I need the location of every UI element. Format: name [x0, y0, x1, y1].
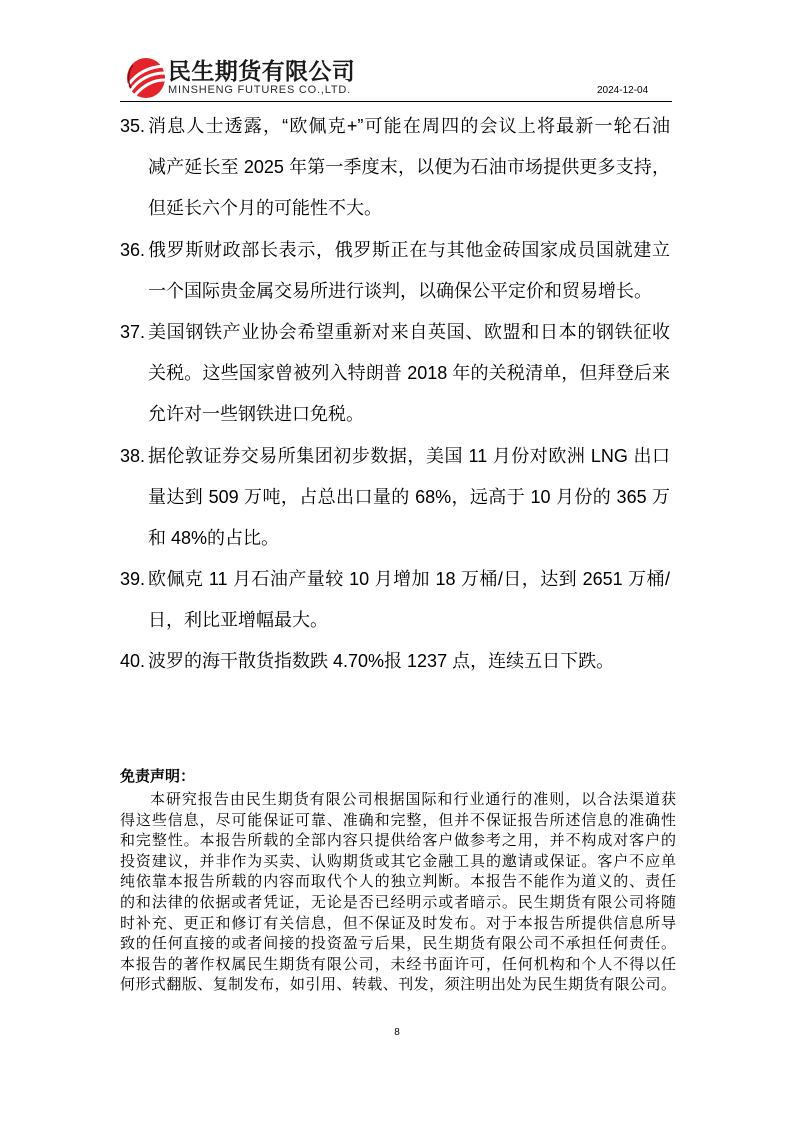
item-line	[0, 641, 794, 682]
item-text: 减产延长至 2025 年第一季度末，以便为石油市场提供更多支持，	[148, 157, 670, 178]
item-text: 允许对一些钢铁进口免税。	[148, 404, 364, 425]
item-text: 美国钢铁产业协会希望重新对来自英国、欧盟和日本的钢铁征收	[148, 321, 670, 342]
item-text: 但延长六个月的可能性不大。	[148, 198, 382, 219]
company-logo-icon	[126, 57, 166, 99]
item-line	[0, 147, 794, 188]
disclaimer-line: 时补充、更正和修订有关信息，但不保证及时发布。对于本报告所提供信息所导	[120, 915, 676, 932]
item-number: 39.	[120, 569, 146, 590]
news-item	[0, 230, 794, 312]
disclaimer-line: 致的任何直接的或者间接的投资盈亏后果，民生期货有限公司不承担任何责任。	[120, 936, 676, 953]
item-text: 一个国际贵金属交易所进行谈判，以确保公平定价和贸易增长。	[148, 280, 652, 301]
item-text: 消息人士透露，“欧佩克+”可能在周四的会议上将最新一轮石油	[148, 116, 670, 136]
item-text: 关税。这些国家曾被列入特朗普 2018 年的关税清单，但拜登后来	[148, 363, 670, 384]
item-line	[0, 353, 794, 394]
item-line	[0, 436, 794, 477]
report-date: 2024-12-04	[597, 85, 649, 96]
news-item	[0, 106, 794, 230]
news-item	[0, 641, 794, 682]
item-text: 日，利比亚增幅最大。	[148, 610, 328, 631]
item-line	[0, 271, 794, 312]
disclaimer-line: 投资建议，并非作为买卖、认购期货或其它金融工具的邀请或保证。客户不应单	[120, 853, 676, 870]
disclaimer-line: 得这些信息，尽可能保证可靠、准确和完整，但并不保证报告所述信息的准确性	[120, 812, 676, 829]
item-line	[0, 312, 794, 353]
item-line	[0, 477, 794, 518]
item-text: 俄罗斯财政部长表示，俄罗斯正在与其他金砖国家成员国就建立	[148, 239, 670, 260]
item-text: 波罗的海干散货指数跌 4.70%报 1237 点，连续五日下跌。	[148, 651, 615, 672]
company-name-en: MINSHENG FUTURES CO.,LTD.	[168, 84, 351, 96]
item-line	[0, 559, 794, 600]
item-text: 量达到 509 万吨，占总出口量的 68%，远高于 10 月份的 365 万	[148, 486, 670, 507]
news-item	[0, 312, 794, 436]
item-number: 38.	[120, 445, 146, 466]
item-text: 和 48%的占比。	[148, 527, 280, 548]
item-line	[0, 106, 794, 147]
header-divider	[120, 101, 672, 102]
item-number: 37.	[120, 321, 146, 342]
item-line	[0, 230, 794, 271]
disclaimer-line: 和完整性。本报告所载的全部内容只提供给客户做参考之用，并不构成对客户的	[120, 833, 676, 850]
item-number: 40.	[120, 651, 146, 672]
item-text: 欧佩克 11 月石油产量较 10 月增加 18 万桶/日，达到 2651 万桶/	[148, 569, 670, 590]
disclaimer-line: 何形式翻版、复制发布，如引用、转载、刊发，须注明出处为民生期货有限公司。	[120, 977, 676, 994]
item-line	[0, 188, 794, 229]
item-number: 36.	[120, 239, 146, 260]
disclaimer-line: 的和法律的依据或者凭证，无论是否已经明示或者暗示。民生期货有限公司将随	[120, 894, 676, 911]
item-line	[0, 394, 794, 435]
news-list	[0, 106, 794, 683]
item-number: 35.	[120, 116, 146, 136]
news-item	[0, 559, 794, 641]
disclaimer-body	[120, 790, 676, 996]
page-number: 8	[394, 1027, 400, 1038]
disclaimer-line: 本报告的著作权属民生期货有限公司，未经书面许可，任何机构和个人不得以任	[120, 956, 676, 973]
item-line	[0, 518, 794, 559]
news-item	[0, 436, 794, 560]
company-name-cn: 民生期货有限公司	[168, 58, 356, 84]
disclaimer-line: 纯依靠本报告所载的内容而取代个人的独立判断。本报告不能作为道义的、责任	[120, 874, 676, 891]
disclaimer-title: 免责声明：	[120, 768, 196, 785]
item-text: 据伦敦证券交易所集团初步数据，美国 11 月份对欧洲 LNG 出口	[148, 445, 670, 466]
disclaimer-line: 本研究报告由民生期货有限公司根据国际和行业通行的准则，以合法渠道获	[150, 792, 676, 808]
item-line	[0, 600, 794, 641]
